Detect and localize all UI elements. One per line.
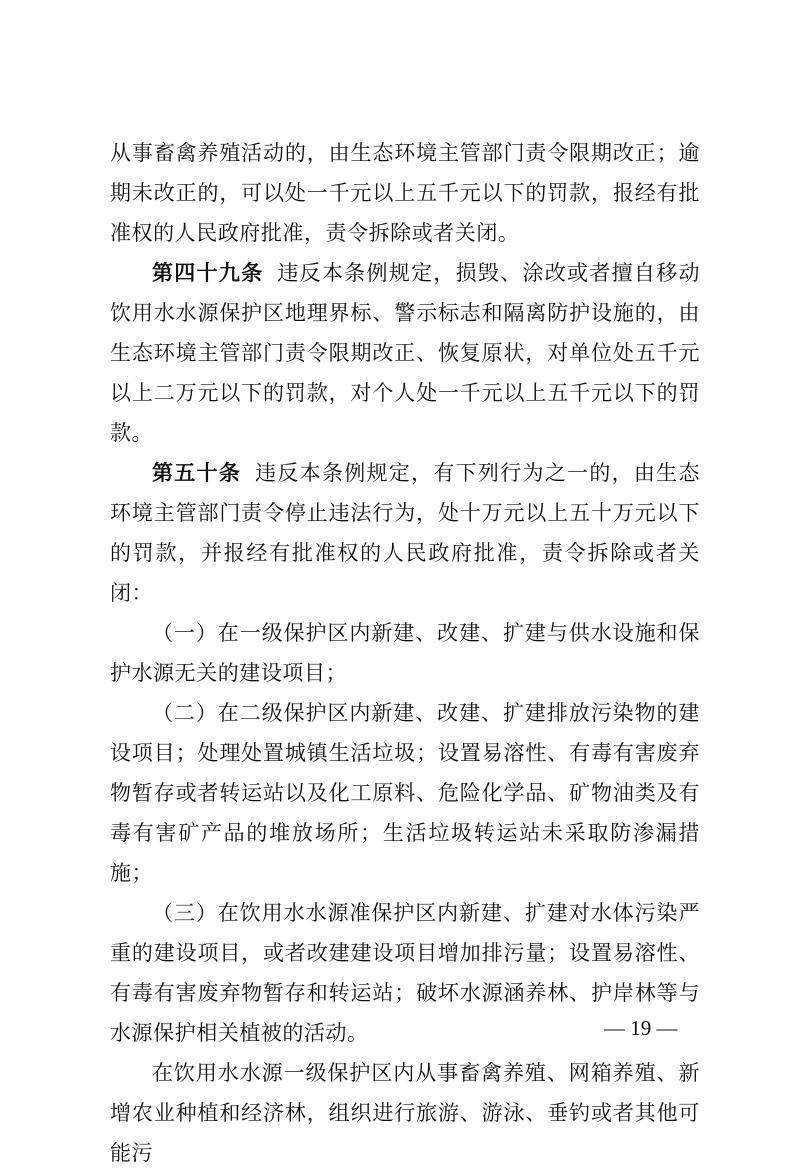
paragraph-text: （一）在一级保护区内新建、改建、扩建与供水设施和保护水源无关的建设项目； xyxy=(110,621,700,685)
paragraph-continued xyxy=(110,133,700,253)
article-49-paragraph xyxy=(110,253,700,453)
paragraph-text: 违反本条例规定，损毁、涂改或者擅自移动饮用水水源保护区地理界标、警示标志和隔离防护设施的，由生态环境主管部门责令限期改正、恢复原状，对单位处五千元以上二万元以下的罚款，对个人处一千元以上五千元以下的罚款。 xyxy=(110,261,700,445)
paragraph-text: （二）在二级保护区内新建、改建、扩建排放污染物的建设项目；处理处置城镇生活垃圾；设置易溶性、有毒有害废弃物暂存或者转运站以及化工原料、危险化学品、矿物油类及有毒有害矿产品的堆放场所；生活垃圾转运站未采取防渗漏措施； xyxy=(110,701,700,885)
paragraph-text: 在饮用水水源一级保护区内从事畜禽养殖、网箱养殖、新增农业种植和经济林，组织进行旅游、游泳、垂钓或者其他可能污 xyxy=(110,1061,700,1165)
article-50-paragraph xyxy=(110,453,700,613)
page-number: — 19 — xyxy=(604,1016,678,1040)
list-item-2 xyxy=(110,693,700,893)
paragraph-drinking-water-zone xyxy=(110,1053,700,1173)
list-item-1 xyxy=(110,613,700,693)
article-number: 第四十九条 xyxy=(152,261,264,285)
paragraph-text: （三）在饮用水水源准保护区内新建、扩建对水体污染严重的建设项目，或者改建建设项目增加排污量；设置易溶性、有毒有害废弃物暂存和转运站；破坏水源涵养林、护岸林等与水源保护相关植被的活动。 xyxy=(110,901,700,1045)
article-number: 第五十条 xyxy=(152,461,242,485)
paragraph-text: 从事畜禽养殖活动的，由生态环境主管部门责令限期改正；逾期未改正的，可以处一千元以上五千元以下的罚款，报经有批准权的人民政府批准，责令拆除或者关闭。 xyxy=(110,141,700,245)
paragraph-text: 违反本条例规定，有下列行为之一的，由生态环境主管部门责令停止违法行为，处十万元以上五十万元以下的罚款，并报经有批准权的人民政府批准，责令拆除或者关闭： xyxy=(110,461,700,605)
